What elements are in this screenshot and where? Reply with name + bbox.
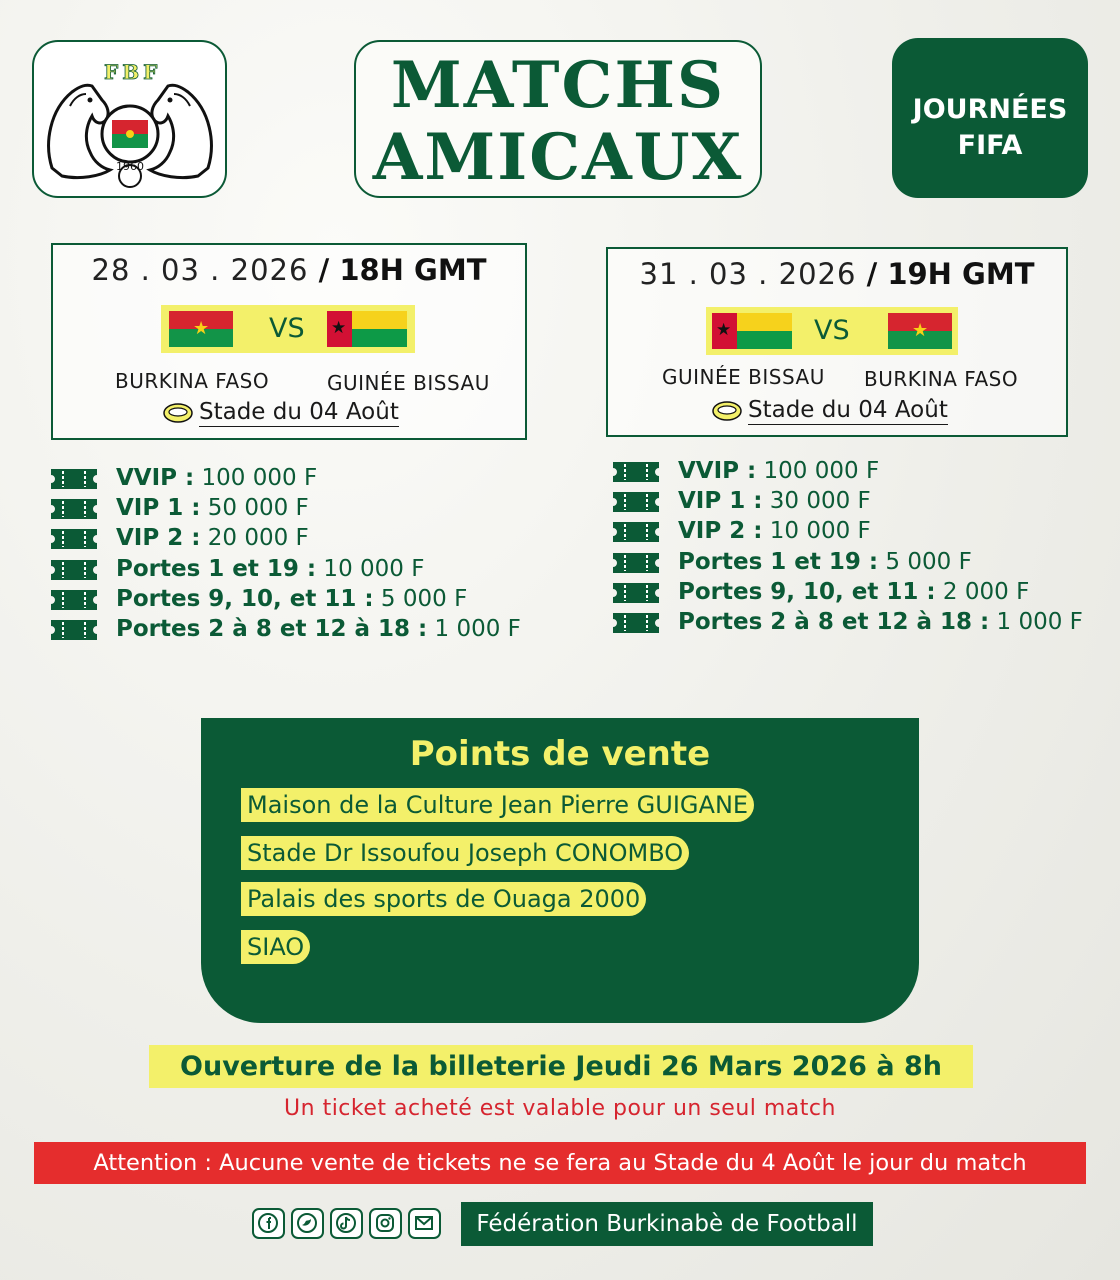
stadium <box>163 399 399 425</box>
ticket-icon <box>51 560 97 580</box>
price-label: VIP 2 : <box>116 525 201 552</box>
price-list-match-1 <box>51 463 521 644</box>
guinea-bissau-flag-icon: ★ <box>712 313 792 349</box>
price-label: VIP 1 : <box>116 495 201 522</box>
twitter-icon[interactable] <box>291 1208 324 1239</box>
team-left: BURKINA FASO <box>115 369 270 393</box>
price-label: Portes 2 à 8 et 12 à 18 : <box>116 615 428 642</box>
price-item <box>51 523 521 553</box>
price-item <box>613 486 1083 516</box>
ticket-icon <box>51 499 97 519</box>
badge-line-1: JOURNÉES <box>912 94 1068 125</box>
stadium-icon <box>712 400 742 422</box>
title-line-1: MATCHS <box>390 48 726 123</box>
stadium <box>712 397 948 423</box>
price-label: VVIP : <box>116 465 195 491</box>
match-datetime <box>608 257 1066 291</box>
burkina-faso-flag-icon: ★ <box>169 311 233 347</box>
ticket-icon <box>613 522 659 542</box>
price-item <box>51 554 521 584</box>
price-label: Portes 9, 10, et 11 : <box>116 585 374 612</box>
stadium-icon <box>163 402 193 424</box>
price-value: 2 000 F <box>935 578 1030 605</box>
points-de-vente-title: Points de vente <box>409 734 711 774</box>
team-right: GUINÉE BISSAU <box>327 371 490 395</box>
attention-banner: Attention : Aucune vente de tickets ne se fera au Stade du 4 Août le jour du match <box>34 1142 1086 1184</box>
stadium-name: Stade du 04 Août <box>748 397 948 423</box>
page-title <box>354 40 762 198</box>
price-item <box>51 584 521 614</box>
ticket-icon <box>613 553 659 573</box>
price-item <box>613 516 1083 546</box>
price-value: 1 000 F <box>427 615 521 642</box>
ticket-icon <box>51 469 97 489</box>
price-value: 100 000 F <box>756 458 880 484</box>
sale-point-item: SIAO <box>241 930 310 964</box>
burkina-faso-flag-icon: ★ <box>888 313 952 349</box>
ticket-icon <box>613 462 659 482</box>
price-label: Portes 1 et 19 : <box>678 548 879 575</box>
vs-label: VS <box>814 315 850 346</box>
price-label: Portes 9, 10, et 11 : <box>678 578 936 605</box>
price-item <box>51 463 521 493</box>
logo-year: 1960 <box>116 160 144 173</box>
price-list-match-2 <box>613 456 1083 637</box>
sale-point-item: Stade Dr Issoufou Joseph CONOMBO <box>241 836 689 870</box>
match-time: / 18H GMT <box>318 253 487 287</box>
price-label: VIP 2 : <box>678 518 763 545</box>
team-left: GUINÉE BISSAU <box>662 365 825 389</box>
price-value: 30 000 F <box>762 488 871 515</box>
ticket-icon <box>51 620 97 640</box>
stadium-name: Stade du 04 Août <box>199 399 399 425</box>
price-value: 1 000 F <box>989 608 1083 635</box>
ticket-icon <box>613 613 659 633</box>
points-de-vente-panel <box>201 718 919 1023</box>
price-value: 5 000 F <box>373 585 468 612</box>
match-datetime <box>53 253 525 287</box>
badge-line-2: FIFA <box>957 130 1023 161</box>
ticket-icon <box>51 529 97 549</box>
email-icon[interactable] <box>408 1208 441 1239</box>
team-right: BURKINA FASO <box>864 367 1019 391</box>
ticket-validity-note: Un ticket acheté est valable pour un seul match <box>284 1096 836 1121</box>
title-line-2: AMICAUX <box>372 120 744 195</box>
match-card-1 <box>51 243 527 440</box>
price-value: 10 000 F <box>316 555 425 582</box>
ticket-icon <box>613 492 659 512</box>
match-card-2 <box>606 247 1068 437</box>
vs-label: VS <box>269 313 305 344</box>
ticket-icon <box>613 583 659 603</box>
price-value: 10 000 F <box>762 518 871 545</box>
price-label: Portes 2 à 8 et 12 à 18 : <box>678 608 990 635</box>
price-item <box>51 493 521 523</box>
match-time: / 19H GMT <box>866 257 1035 291</box>
price-label: VVIP : <box>678 458 757 484</box>
match-date: 31 . 03 . 2026 <box>639 257 857 291</box>
price-label: VIP 1 : <box>678 488 763 515</box>
logo-letters: FBF <box>104 60 162 84</box>
fbf-logo <box>32 40 227 198</box>
price-item <box>51 614 521 644</box>
ticket-icon <box>51 590 97 610</box>
price-value: 5 000 F <box>878 548 972 575</box>
price-item <box>613 456 1083 486</box>
price-label: Portes 1 et 19 : <box>116 555 317 582</box>
flags-band <box>161 305 415 353</box>
fifa-days-badge <box>892 38 1088 198</box>
flags-band <box>706 307 958 355</box>
federation-name: Fédération Burkinabè de Football <box>461 1202 873 1246</box>
tiktok-icon[interactable] <box>330 1208 363 1239</box>
match-date: 28 . 03 . 2026 <box>91 253 309 287</box>
facebook-icon[interactable] <box>252 1208 285 1239</box>
price-value: 50 000 F <box>200 495 309 522</box>
price-value: 20 000 F <box>200 525 309 552</box>
price-value: 100 000 F <box>194 465 318 491</box>
sale-point-item: Maison de la Culture Jean Pierre GUIGANE <box>241 788 754 822</box>
ticketing-opening-banner: Ouverture de la billeterie Jeudi 26 Mars 2026 à 8h <box>149 1045 973 1088</box>
sale-point-item: Palais des sports de Ouaga 2000 <box>241 882 646 916</box>
price-item <box>613 577 1083 607</box>
guinea-bissau-flag-icon: ★ <box>327 311 407 347</box>
price-item <box>613 547 1083 577</box>
instagram-icon[interactable] <box>369 1208 402 1239</box>
price-item <box>613 607 1083 637</box>
